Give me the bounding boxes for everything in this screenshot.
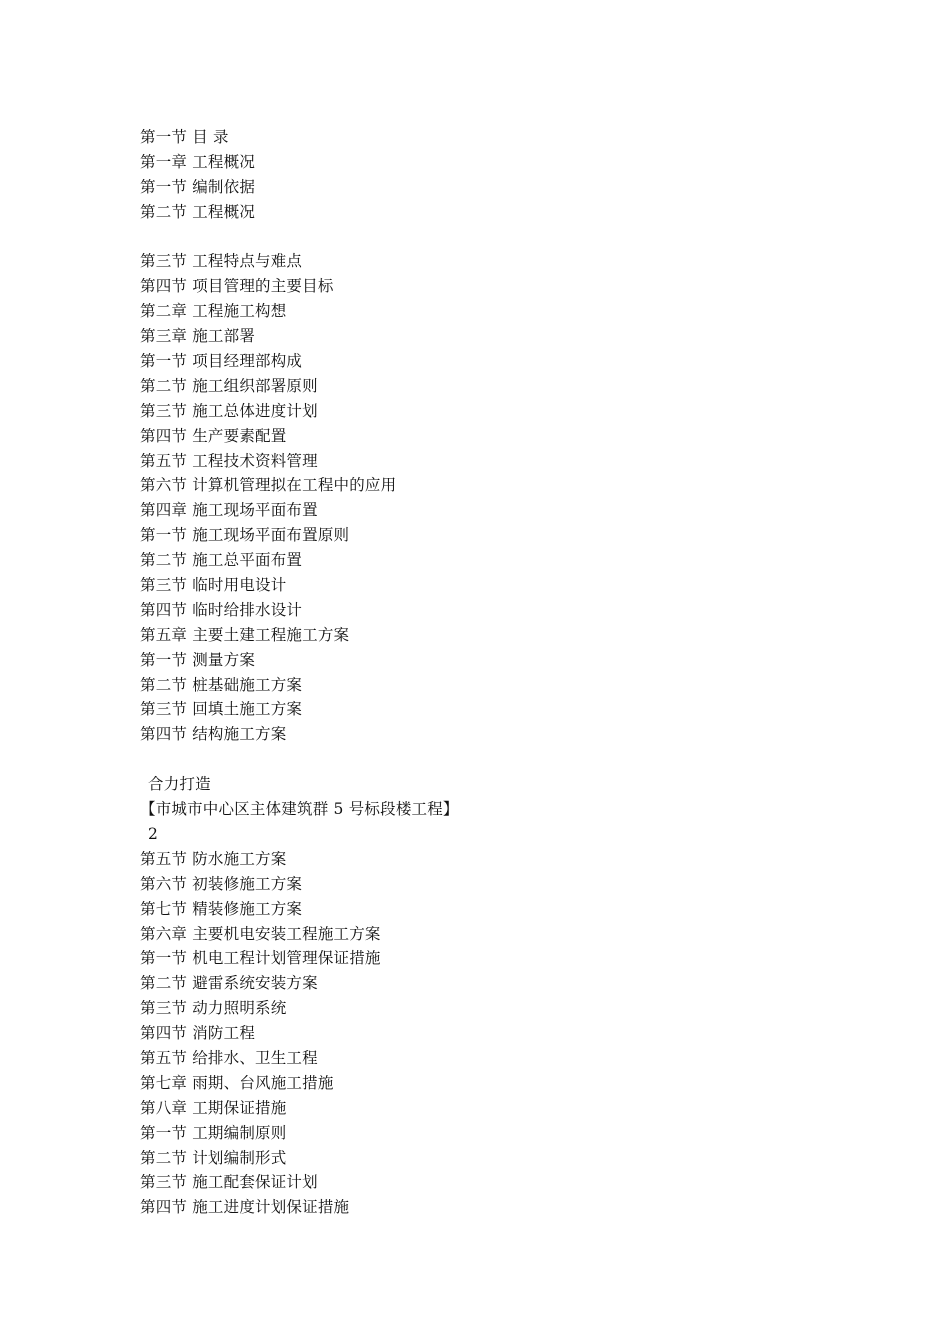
toc-entry: 第四节 临时给排水设计	[140, 600, 303, 619]
toc-entry: 第三节 工程特点与难点	[140, 252, 303, 271]
toc-entry: 第四节 生产要素配置	[140, 426, 287, 445]
toc-entry: 第七节 精装修施工方案	[140, 899, 303, 918]
toc-entry: 第二节 桩基础施工方案	[140, 675, 303, 694]
document-page	[140, 125, 900, 1220]
toc-entry: 第六节 计算机管理拟在工程中的应用	[140, 476, 397, 495]
toc-entry: 第二章 工程施工构想	[140, 302, 287, 321]
toc-entry: 第三节 动力照明系统	[140, 999, 287, 1018]
footer-tagline: 合力打造	[148, 775, 211, 794]
toc-entry: 第四节 施工进度计划保证措施	[140, 1198, 350, 1217]
toc-entry: 第一节 工期编制原则	[140, 1123, 287, 1142]
toc-entry: 第四节 结构施工方案	[140, 725, 287, 744]
toc-entry: 第三章 施工部署	[140, 327, 256, 346]
toc-entry: 第三节 施工总体进度计划	[140, 401, 318, 420]
page-footer	[140, 772, 900, 847]
toc-part2	[140, 249, 900, 747]
toc-entry: 第二节 避雷系统安装方案	[140, 974, 318, 993]
toc-entry: 第一节 目 录	[140, 128, 229, 146]
footer-project-title: 【市城市中心区主体建筑群 5 号标段楼工程】	[140, 800, 459, 819]
page-number: 2	[148, 824, 159, 843]
toc-entry: 第三节 临时用电设计	[140, 576, 287, 595]
toc-entry: 第五章 主要土建工程施工方案	[140, 625, 350, 644]
toc-entry: 第六章 主要机电安装工程施工方案	[140, 924, 381, 943]
toc-entry: 第五节 防水施工方案	[140, 849, 287, 868]
toc-entry: 第三节 回填土施工方案	[140, 700, 303, 719]
toc-entry: 第二节 施工总平面布置	[140, 551, 303, 570]
blank-line	[140, 225, 900, 250]
toc-entry: 第二节 计划编制形式	[140, 1148, 287, 1167]
toc-entry: 第一节 测量方案	[140, 650, 256, 669]
toc-entry: 第一节 编制依据	[140, 177, 256, 196]
toc-entry: 第一节 项目经理部构成	[140, 352, 303, 371]
toc-entry: 第三节 施工配套保证计划	[140, 1173, 318, 1192]
toc-part3	[140, 847, 900, 1220]
toc-entry: 第二节 工程概况	[140, 202, 256, 221]
toc-entry: 第四节 消防工程	[140, 1024, 256, 1043]
toc-entry: 第七章 雨期、台风施工措施	[140, 1073, 334, 1092]
toc-entry: 第一章 工程概况	[140, 152, 256, 171]
toc-part1	[140, 125, 900, 225]
blank-line	[140, 747, 900, 772]
toc-entry: 第五节 工程技术资料管理	[140, 451, 318, 470]
toc-entry: 第五节 给排水、卫生工程	[140, 1048, 318, 1067]
toc-entry: 第六节 初装修施工方案	[140, 874, 303, 893]
toc-entry: 第八章 工期保证措施	[140, 1098, 287, 1117]
toc-entry: 第四章 施工现场平面布置	[140, 501, 318, 520]
toc-entry: 第四节 项目管理的主要目标	[140, 277, 334, 296]
toc-entry: 第一节 机电工程计划管理保证措施	[140, 949, 381, 968]
toc-entry: 第一节 施工现场平面布置原则	[140, 526, 350, 545]
toc-entry: 第二节 施工组织部署原则	[140, 376, 318, 395]
